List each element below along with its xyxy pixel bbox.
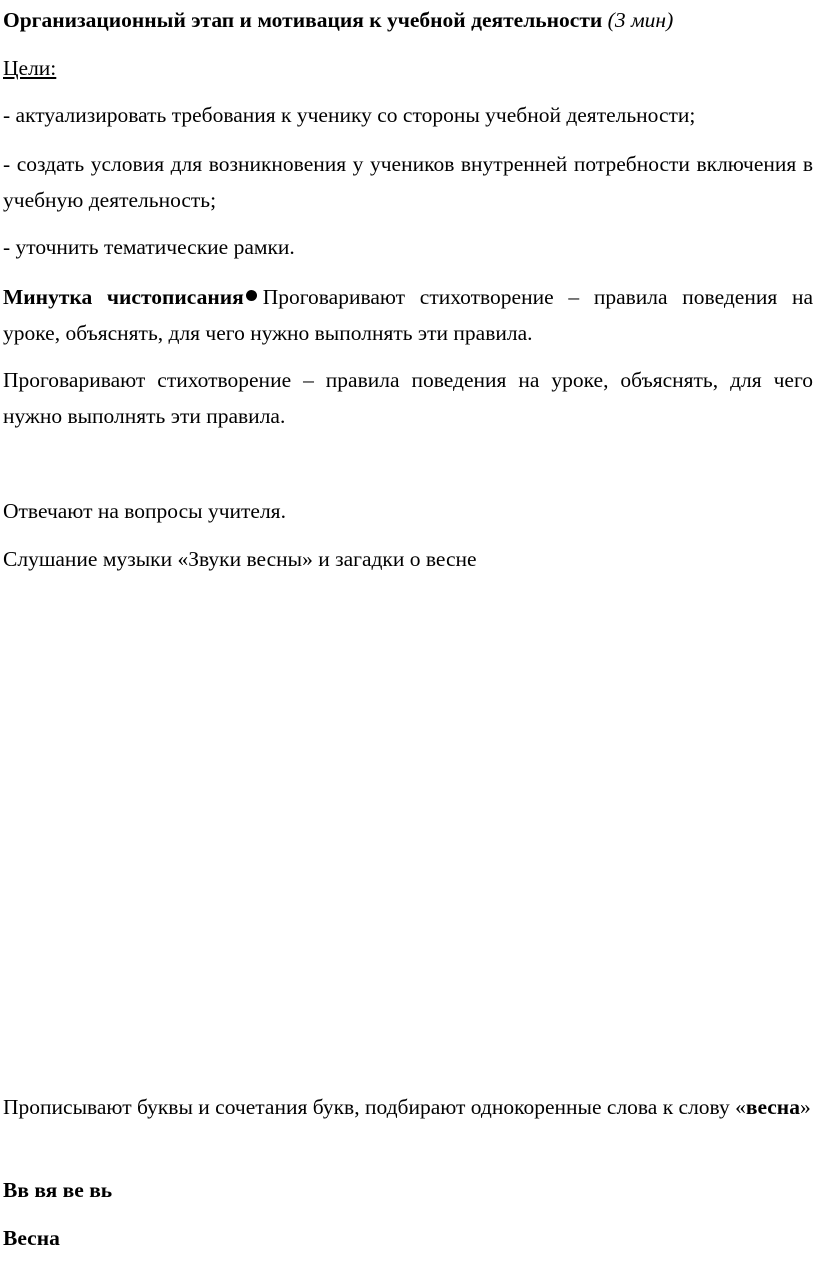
minute-title: Минутка чистописания: [3, 285, 244, 309]
letters-line: Вв вя ве вь: [3, 1178, 113, 1202]
word-line: Весна: [3, 1226, 60, 1250]
writing-paragraph: [3, 1089, 813, 1125]
repeat-paragraph: Проговаривают стихотворение – правила поведения на уроке, объяснять, для чего нужно выполнять эти правила.: [3, 368, 813, 428]
answers-paragraph: Отвечают на вопросы учителя.: [3, 499, 286, 523]
writing-text: Прописывают буквы и сочетания букв, подбирают однокоренные слова к слову «: [3, 1095, 746, 1119]
goal-item-3: - уточнить тематические рамки.: [3, 235, 295, 259]
music-paragraph: Слушание музыки «Звуки весны» и загадки о весне: [3, 547, 477, 571]
goal-item-1: - актуализировать требования к ученику со стороны учебной деятельности;: [3, 103, 696, 127]
goal-item-2: - создать условия для возникновения у учеников внутренней потребности включения в учебную деятельность;: [3, 152, 813, 212]
writing-word: весна: [745, 1095, 800, 1119]
section-title: Организационный этап и мотивация к учебной деятельности: [3, 8, 603, 32]
bullet-icon: [246, 290, 257, 301]
section-duration: (3 мин): [607, 8, 674, 32]
minute-paragraph: [3, 279, 813, 351]
minute-text: Проговаривают стихотворение – правила поведения на уроке, объяснять, для чего нужно выполнять эти правила.: [3, 285, 813, 345]
goals-heading: Цели:: [3, 56, 57, 80]
section-title-line: [3, 2, 813, 38]
writing-suffix: »: [799, 1095, 811, 1119]
